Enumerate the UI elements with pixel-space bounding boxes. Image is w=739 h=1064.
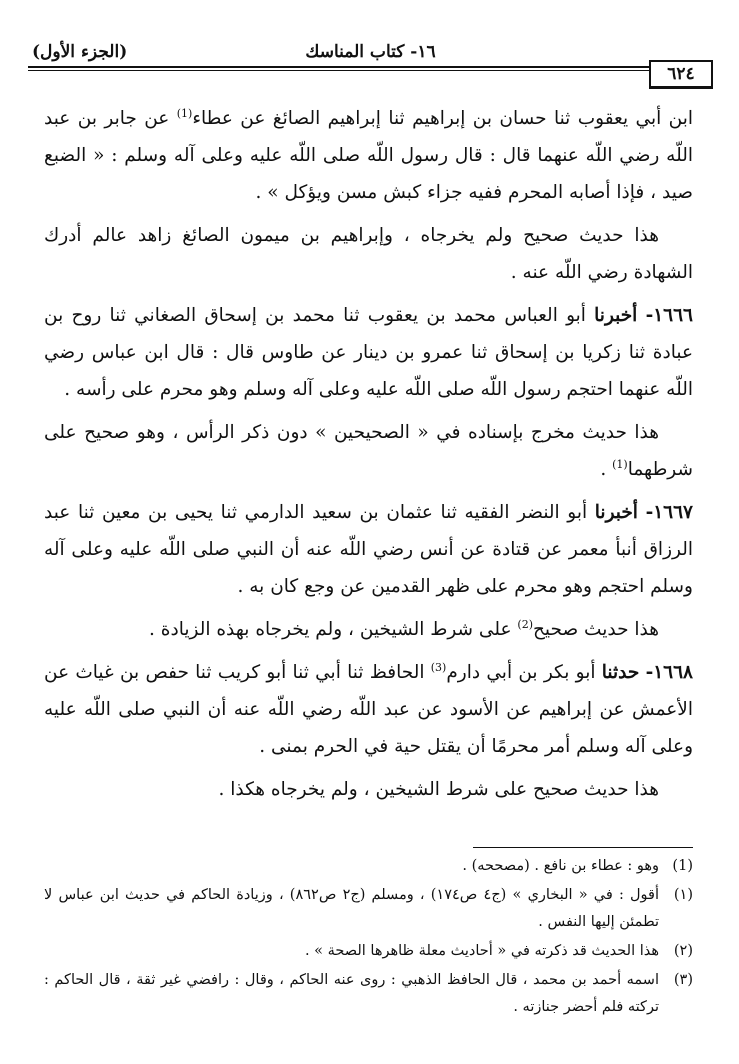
footnote-text: وهو : عطاء بن نافع . (مصححه) . [462, 858, 659, 874]
footnote-text: هذا الحديث قد ذكرته في « أحاديث معلة ظاهرها الصحة » . [304, 943, 659, 959]
footnote-ref: (3) [430, 660, 447, 674]
footnote-text: اسمه أحمد بن محمد ، قال الحافظ الذهبي : روى عنه الحاكم ، وقال : رافضي غير ثقة ، قال الحاكم : تركته فلم أحضر جنازته . [44, 972, 659, 1015]
footnote-ref: (1) [612, 457, 628, 471]
paragraph: هذا حديث صحيح على شرط الشيخين ، ولم يخرجاه هكذا . [218, 779, 659, 800]
paragraph: هذا حديث صحيح ولم يخرجاه ، وإبراهيم بن ميمون الصائغ زاهد عالم أدرك الشهادة رضي اللّه عنه . [44, 225, 693, 283]
paragraph: هذا حديث صحيح$^{(2)}$ على شرط الشيخين ، ولم يخرجاه بهذه الزيادة . [149, 617, 659, 640]
header-rule-thin [28, 70, 651, 71]
narration-lead: أخبرنا [594, 502, 638, 523]
hadith-number: ١٦٦٦- [645, 305, 693, 326]
footnote-label: (1) [672, 858, 693, 874]
footnote-label: (٢) [673, 943, 693, 959]
hadith-paragraph: ١٦٦٦- أخبرنا أبو العباس محمد بن يعقوب ثنا محمد بن إسحاق الصغاني ثنا روح بن عبادة ثنا زكريا بن إسحاق ثنا عمرو بن دينار عن طاوس قال : قال ابن عباس رضي اللّه عنهما احتجم رسول اللّه صلى اللّه عليه وعلى آله وسلم وهو محرم على رأسه . [44, 305, 693, 400]
footnote [44, 967, 693, 1021]
volume-label: (الجزء الأول) [32, 42, 128, 62]
footnote [44, 853, 693, 880]
header-rule [28, 66, 651, 68]
footnotes [44, 853, 693, 1023]
hadith-number: ١٦٦٨- [645, 662, 693, 683]
paragraph: ابن أبي يعقوب ثنا حسان بن إبراهيم ثنا إبراهيم الصائغ عن عطاء$^{(1)}$ عن جابر بن عبد اللّه رضي اللّه عنهما قال : قال رسول اللّه صلى اللّه عليه وعلى آله وسلم : « الضبع صيد ، فإذا أصابه المحرم ففيه جزاء كبش مسن ويؤكل » . [44, 106, 694, 203]
narration-lead: أخبرنا [594, 305, 638, 326]
main-text [44, 100, 693, 814]
footnote [44, 938, 693, 965]
narration-lead: حدثنا [601, 662, 640, 683]
footnote-label: (١) [673, 887, 693, 903]
chapter-title: ١٦- كتاب المناسك [305, 42, 436, 62]
hadith-paragraph: ١٦٦٨- حدثنا أبو بكر بن أبي دارم$^{(3)}$ الحافظ ثنا أبي ثنا أبو كريب ثنا حفص بن غياث عن الأعمش عن إبراهيم عن الأسود عن عبد اللّه رضي اللّه عنه أن النبي صلى اللّه عليه وعلى آله وسلم أمر محرمًا أن يقتل حية في الحرم بمنى . [44, 660, 693, 757]
footnote-label: (٣) [673, 972, 693, 988]
footnote-text: أقول : في « البخاري » (ج٤ ص١٧٤) ، ومسلم (ج٢ ص٨٦٢) ، وزيادة الحاكم في حديث ابن عباس لا تطمئن إليها النفس . [44, 887, 660, 930]
paragraph: هذا حديث مخرج بإسناده في « الصحيحين » دون ذكر الرأس ، وهو صحيح على شرطهما$^{(1)}$ . [44, 422, 693, 480]
footnote [44, 882, 693, 936]
hadith-number: ١٦٦٧- [645, 502, 693, 523]
footnote-ref: (1) [176, 106, 193, 120]
footnote-ref: (2) [517, 617, 533, 631]
page-number: ٦٢٤ [649, 60, 713, 89]
footnote-divider [473, 847, 693, 848]
hadith-paragraph: ١٦٦٧- أخبرنا أبو النضر الفقيه ثنا عثمان بن سعيد الدارمي ثنا يحيى بن معين ثنا عبد الرزاق أنبأ معمر عن قتادة عن أنس رضي اللّه عنه أن النبي صلى اللّه عليه وعلى آله وسلم احتجم وهو محرم على ظهر القدمين عن وجع كان به . [44, 502, 693, 597]
